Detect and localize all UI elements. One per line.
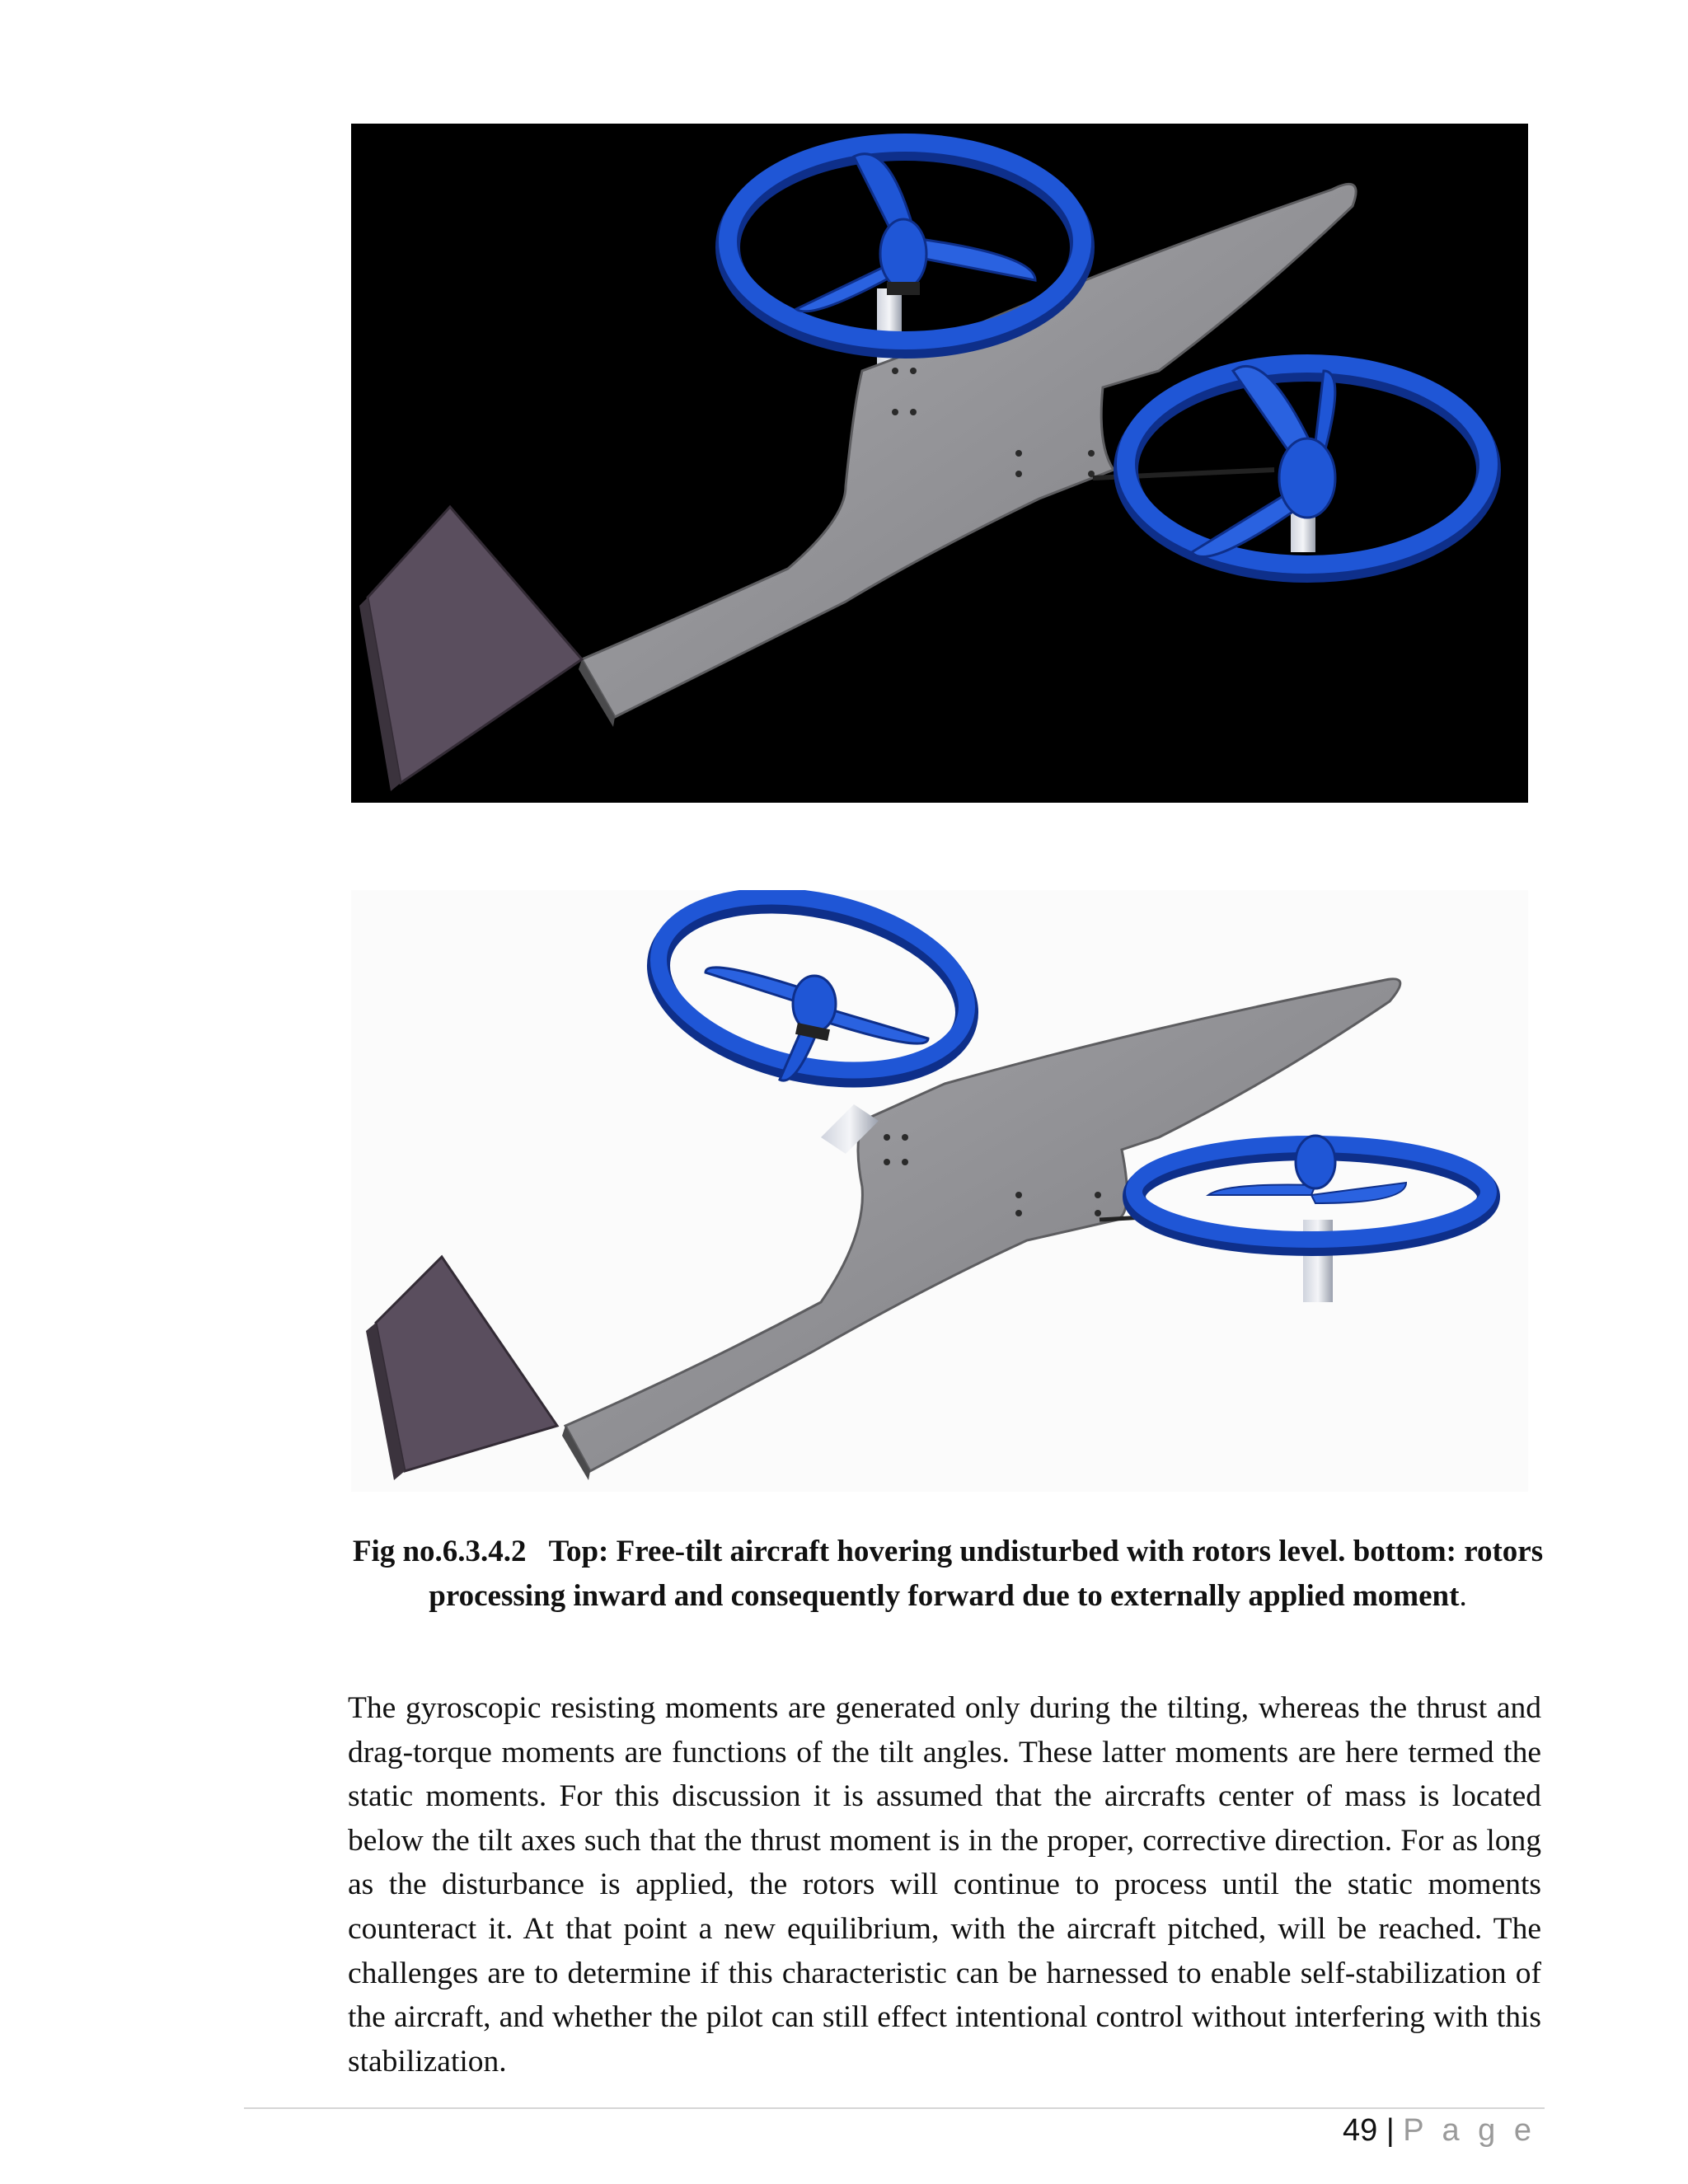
caption-label: Fig no.6.3.4.2 — [352, 1535, 527, 1568]
caption-text: Top: Free-tilt aircraft hovering undisturbed with rotors level. bottom: rotors processing inward and consequently forward due to externally applied moment — [429, 1535, 1544, 1613]
page-footer — [1343, 2111, 1536, 2150]
aircraft-rotors-level-render — [351, 124, 1528, 803]
page-separator: | — [1386, 2113, 1395, 2148]
footer-divider — [244, 2107, 1545, 2109]
page-word: P a g e — [1403, 2113, 1536, 2148]
aircraft-rotors-tilted-render — [351, 890, 1528, 1492]
figure-top-image — [351, 124, 1528, 803]
caption-tail: . — [1459, 1579, 1467, 1613]
figure-caption — [346, 1530, 1550, 1619]
page-number: 49 — [1342, 2113, 1378, 2148]
figure-bottom-image — [351, 890, 1528, 1492]
body-paragraph: The gyroscopic resisting moments are generated only during the tilting, whereas the thrust and drag-torque moments are functions of the tilt angles. These latter moments are here termed the static moments. For this discussion it is assumed that the aircrafts center of mass is located below the tilt axes such that the thrust moment is in the proper, corrective direction. For as long as the disturbance is applied, the rotors will continue to process until the static moments counteract it. At that point a new equilibrium, with the aircraft pitched, will be reached. The challenges are to determine if this characteristic can be harnessed to enable self-stabilization of the aircraft, and whether the pilot can still effect intentional control without interfering with this stabilization. — [348, 1691, 1541, 2079]
